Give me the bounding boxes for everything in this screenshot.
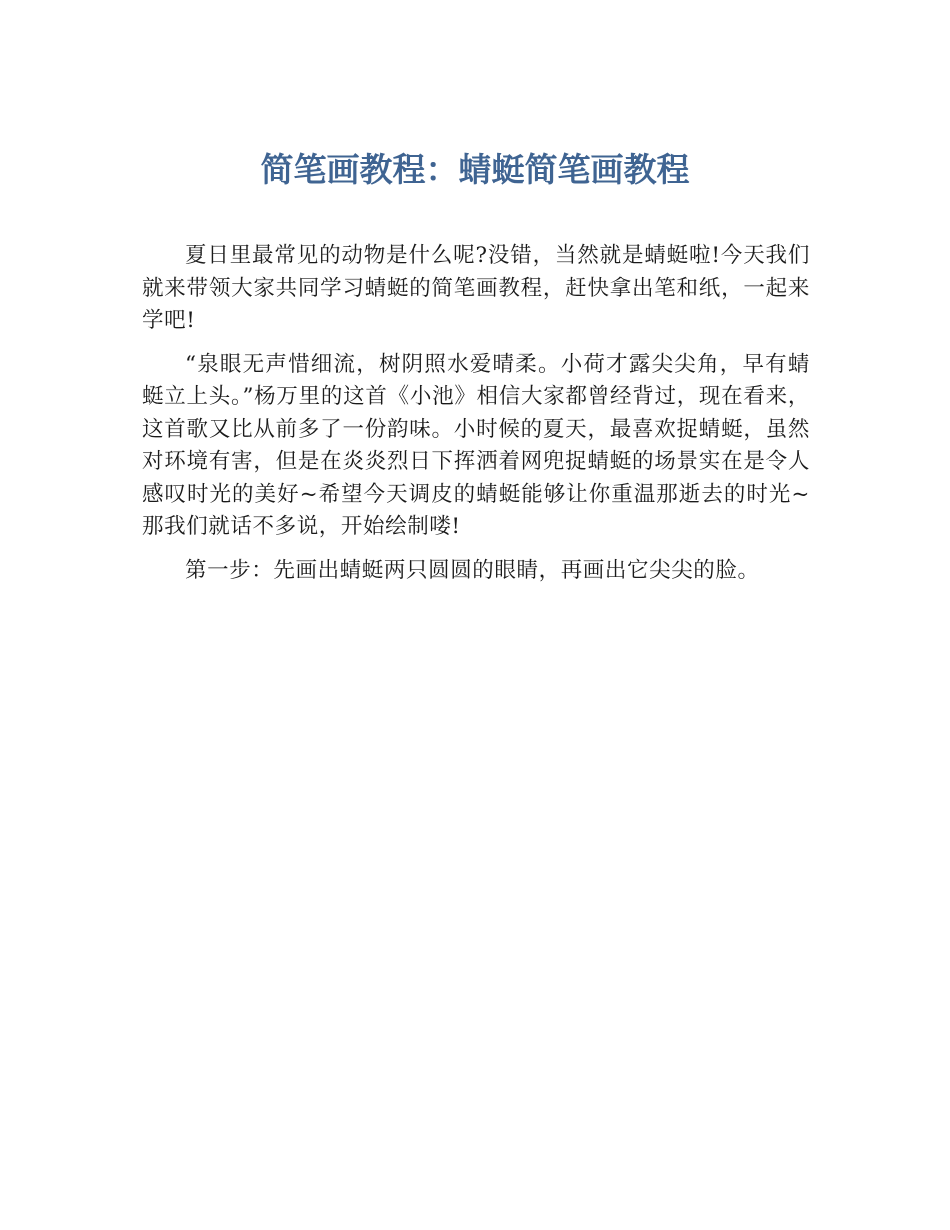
paragraph-poem: “泉眼无声惜细流，树阴照水爱晴柔。小荷才露尖尖角，早有蜻蜓立上头。”杨万里的这首《小池》相信大家都曾经背过，现在看来，这首歌又比从前多了一份韵味。小时候的夏天，最喜欢捉蜻蜓，虽然对环境有害，但是在炎炎烈日下挥洒着网兜捉蜻蜓的场景实在是令人感叹时光的美好~希望今天调皮的蜻蜓能够让你重温那逝去的时光~那我们就话不多说，开始绘制喽! [142,351,810,539]
paragraph-step-one: 第一步：先画出蜻蜓两只圆圆的眼睛，再画出它尖尖的脸。 [185,557,760,583]
document-title: 简笔画教程：蜻蜓简笔画教程 [260,150,690,189]
paragraph-intro: 夏日里最常见的动物是什么呢?没错，当然就是蜻蜓啦!今天我们就来带领大家共同学习蜻蜓的简笔画教程，赶快拿出笔和纸，一起来学吧! [142,243,810,333]
document-body [142,240,810,598]
